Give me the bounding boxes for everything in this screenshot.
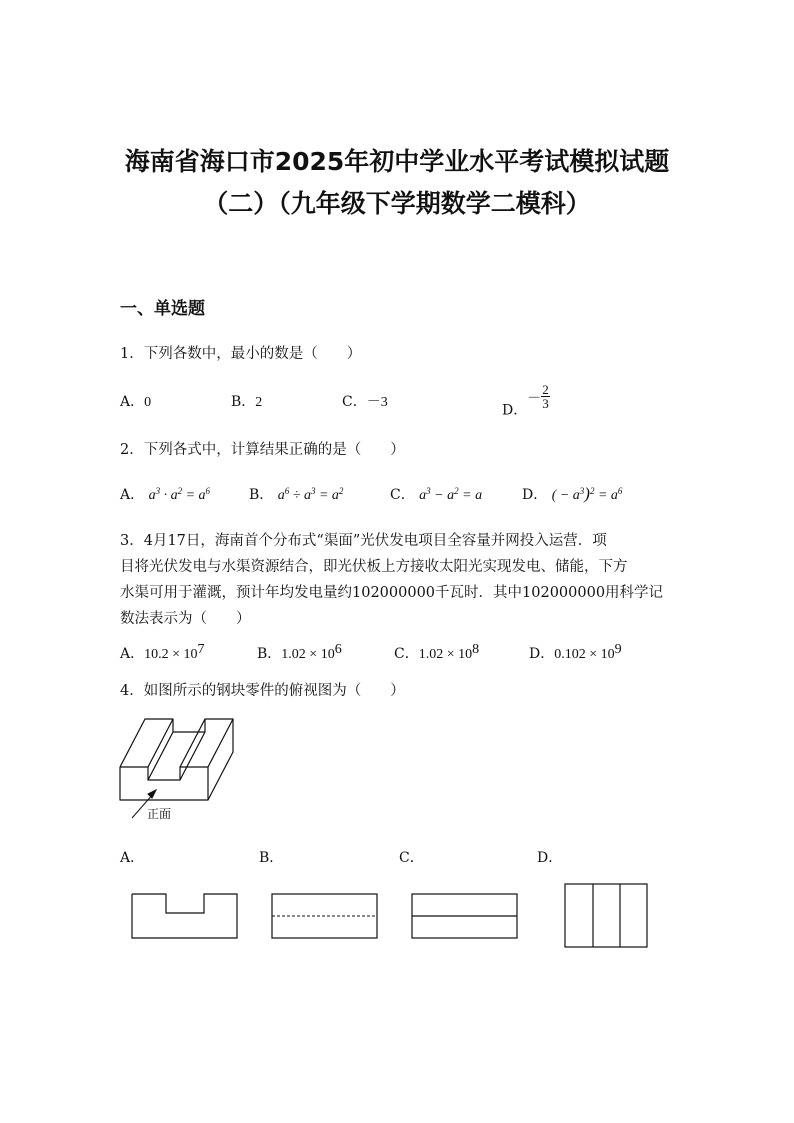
q3-line3: 水渠可用于灌溉，预计年均发电量约102000000千瓦时．其中102000000用科学记: [120, 585, 664, 601]
q2-a-expr: $a^3 \cdot a^2 = a^6$: [148, 486, 211, 503]
q1-c-label: C．: [342, 394, 367, 410]
q1-b-label: B．: [231, 394, 256, 410]
q3-d-label: D．: [529, 646, 555, 662]
q3-a-value: 10.2 × 10: [144, 647, 198, 662]
q3-line2: 目将光伏发电与水渠资源结合，即光伏板上方接收太阳光实现发电、储能，下方: [120, 559, 628, 575]
section-heading: 一、单选题: [120, 299, 205, 319]
q2-c-expr: $a^3 - a^2 = a$: [419, 486, 483, 503]
q3-option-d: [529, 642, 622, 663]
q1-d-denominator: 3: [542, 396, 549, 411]
q1-d-fraction: [541, 383, 550, 410]
front-label: 正面: [147, 807, 172, 821]
q3-option-b: [257, 642, 342, 663]
q1-option-a: [120, 391, 151, 411]
q2-a-label: A．: [120, 487, 145, 503]
q1-option-b: [231, 391, 262, 411]
q1-a-label: A．: [120, 394, 145, 410]
q1-d-sign: －: [527, 391, 542, 407]
q4-stem: 4．如图所示的钢块零件的俯视图为（ ）: [120, 683, 405, 699]
q2-option-a: [120, 484, 210, 504]
q1-c-value: －3: [366, 395, 388, 410]
q3-option-c: [394, 642, 479, 663]
q3-line4: 数法表示为（ ）: [120, 611, 251, 627]
q3-c-value: 1.02 × 10: [418, 647, 473, 662]
q3-c-label: C．: [394, 646, 419, 662]
q3-d-value: 0.102 × 10: [554, 647, 615, 662]
q3-b-value: 1.02 × 10: [281, 647, 335, 662]
q1-stem: 1．下列各数中，最小的数是（ ）: [120, 346, 362, 362]
q4-d-label: D．: [537, 850, 563, 866]
q4-a-label: A．: [120, 850, 145, 866]
q1-d-numerator: 2: [542, 382, 549, 397]
q1-b-value: 2: [255, 395, 263, 410]
q2-option-b: [249, 484, 343, 504]
q2-b-expr: $a^6 \div a^3 = a^2$: [277, 486, 344, 503]
q3-option-a: [120, 642, 205, 663]
steel-block-figure: [110, 712, 250, 830]
q2-b-label: B．: [249, 487, 274, 503]
q4-b-label: B．: [259, 850, 284, 866]
q4-option-b-figure: [270, 892, 380, 942]
q1-option-c: [342, 391, 388, 411]
q3-b-label: B．: [257, 646, 282, 662]
q2-d-label: D．: [522, 487, 548, 503]
q2-stem: 2．下列各式中，计算结果正确的是（ ）: [120, 442, 405, 458]
q3-b-exponent: 6: [334, 642, 342, 657]
q3-line1: 3．4月17日，海南首个分布式“渠面”光伏发电项目全容量并网投入运营．项: [120, 533, 607, 549]
page-title-line2: （二）（九年级下学期数学二模科）: [203, 189, 591, 218]
q3-a-exponent: 7: [197, 642, 205, 657]
q4-option-d-figure: [563, 882, 651, 950]
q3-c-exponent: 8: [472, 642, 480, 657]
q2-option-c: [390, 484, 482, 504]
q2-c-label: C．: [390, 487, 415, 503]
q3-a-label: A．: [120, 646, 145, 662]
q3-stem: [120, 528, 680, 632]
q3-d-exponent: 9: [614, 642, 622, 657]
q1-d-label: D．: [502, 402, 528, 419]
page-title-line1: 海南省海口市2025年初中学业水平考试模拟试题: [124, 147, 670, 176]
q1-a-value: 0: [144, 395, 152, 410]
q1-option-d: [502, 383, 550, 420]
q4-option-c-figure: [410, 892, 520, 942]
q4-option-a-figure: [130, 892, 240, 942]
q2-d-expr: ( − $a^3)^2 = a^6$: [551, 484, 623, 503]
q2-option-d: [522, 484, 622, 504]
q4-c-label: C．: [399, 850, 424, 866]
